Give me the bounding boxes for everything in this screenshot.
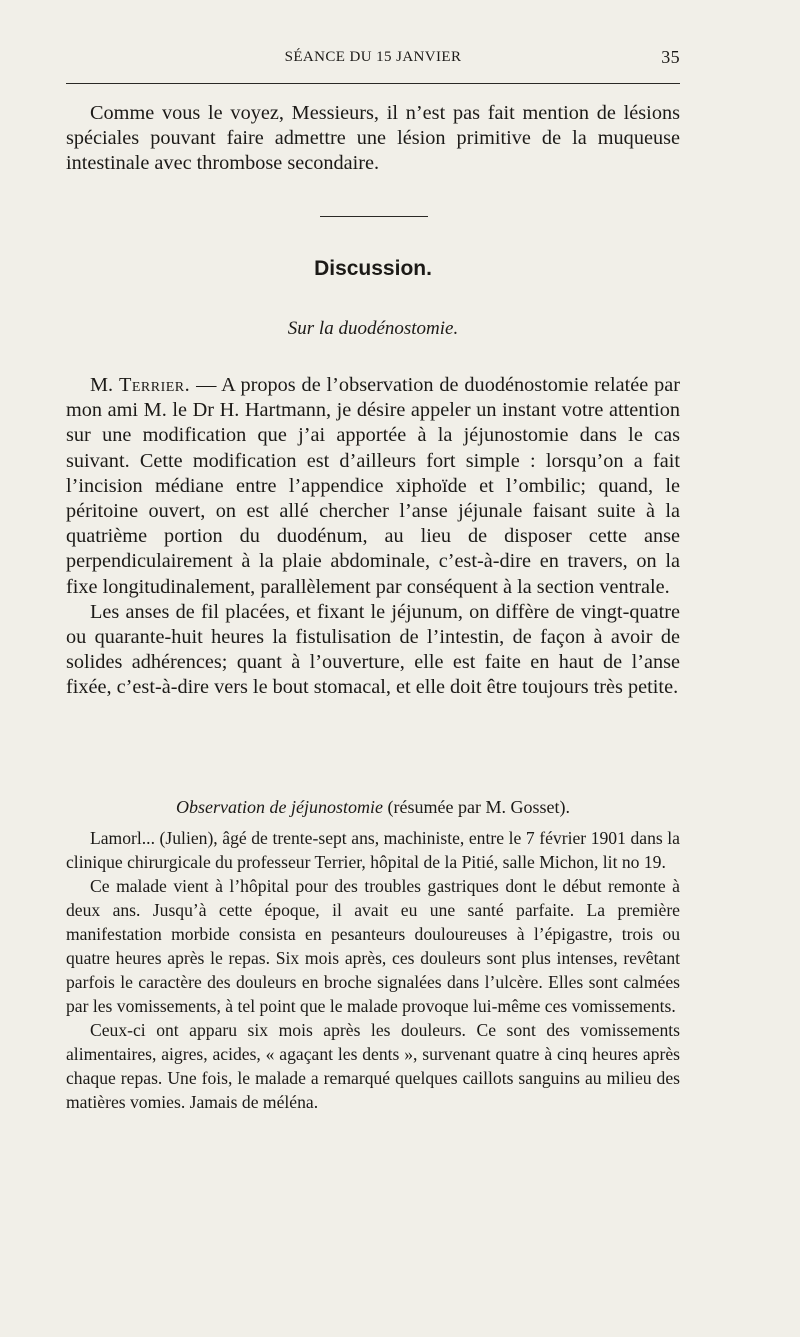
terrier-second-paragraph: Les anses de fil placées, et fixant le jéjunum, on diffère de vingt-quatre ou quarante-huit heures la fistulisation de l’intestin, de façon à avoir de solides adhérences; quant à l’ouverture, elle est faite en haut de l’anse fixée, c’est-à-dire vers le bout stomacal, et elle doit être toujours très petite. — [66, 600, 680, 699]
observation-title-italic: Observation de jéjunostomie — [176, 797, 383, 817]
observation-title — [66, 797, 680, 818]
terrier-paragraph — [66, 373, 680, 600]
page-number: 35 — [661, 47, 680, 67]
speaker-name: Terrier. — [118, 374, 191, 396]
running-title: SÉANCE DU 15 JANVIER — [284, 49, 462, 65]
intro-block — [66, 101, 680, 177]
intro-paragraph: Comme vous le voyez, Messieurs, il n’est pas fait mention de lésions spéciales pouvant faire admettre une lésion primitive de la muqueuse intestinale avec thrombose secondaire. — [66, 102, 680, 175]
observation-paragraph: Ceux-ci ont apparu six mois après les douleurs. Ce sont des vomissements alimentaires, aigres, acides, « agaçant les dents », survenant quatre à cinq heures après chaque repas. Une fois, le malade a remarqué quelques caillots sanguins au milieu des matières vomies. Jamais de méléna. — [66, 1020, 680, 1112]
terrier-block — [66, 373, 680, 701]
observation-title-rest: (résumée par M. Gosset). — [383, 797, 570, 817]
observation-paragraph: Ce malade vient à l’hôpital pour des troubles gastriques dont le début remonte à deux ans. Jusqu’à cette époque, il avait eu une santé parfaite. La première manifestation morbide consista en pesanteurs douloureuses à l’épigastre, trois ou quatre heures après le repas. Six mois après, ces douleurs sont plus intenses, revêtant parfois le caractère des douleurs en broche signalées dans l’ulcère. Elles sont calmées par les vomissements, à tel point que le malade provoque lui-même ces vomissements. — [66, 876, 680, 1016]
speaker-prefix: M. — [90, 374, 119, 396]
observation-paragraph: Lamorl... (Julien), âgé de trente-sept ans, machiniste, entre le 7 février 1901 dans la clinique chirurgicale du professeur Terrier, hôpital de la Pitié, salle Michon, lit no 19. — [66, 828, 680, 872]
terrier-text: — A propos de l’observation de duodénostomie relatée par mon ami M. le Dr H. Hartmann, je désire appeler un instant votre attention sur une modification que j’ai apportée à la jéjunostomie dans le cas suivant. Cette modification est d’ailleurs fort simple : lorsqu’on a fait l’incision médiane entre l’appendice xiphoïde et l’ombilic; quand, le péritoine ouvert, on est allé chercher l’anse jéjunale faisant suite à la quatrième portion du duodénum, au lieu de disposer cette anse perpendiculairement à la plaie abdominale, c’est-à-dire en travers, on la fixe longitudinalement, parallèlement par conséquent à la section ventrale. — [66, 374, 680, 598]
page-header — [66, 47, 680, 71]
section-subheading: Sur la duodénostomie. — [287, 318, 459, 339]
header-rule — [66, 83, 680, 84]
section-heading: Discussion. — [314, 257, 432, 280]
observation-block — [66, 826, 680, 1114]
section-separator — [320, 216, 428, 217]
